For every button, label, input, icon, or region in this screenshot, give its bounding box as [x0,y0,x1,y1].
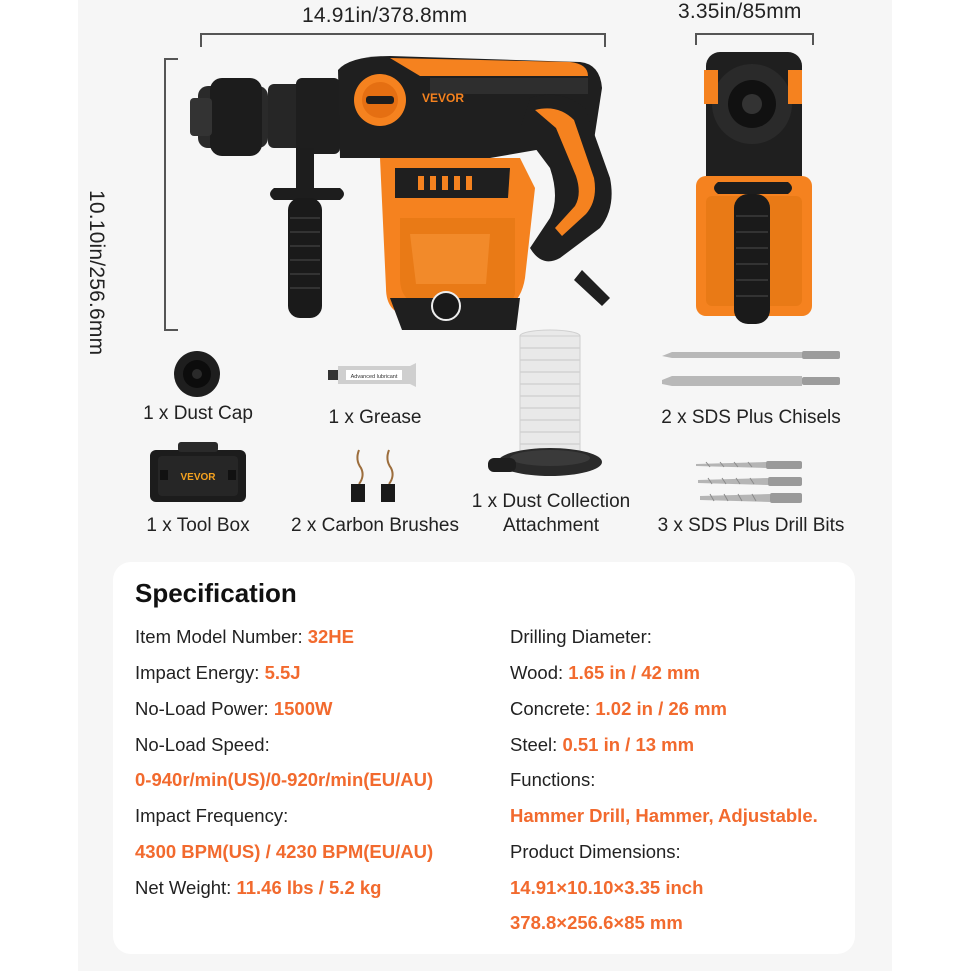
tool-box-brand-text: VEVOR [180,472,216,483]
length-dimension-label: 14.91in/378.8mm [302,4,468,27]
spec-product-dimensions-inch: 14.91×10.10×3.35 inch [510,877,704,898]
spec-product-dimensions-mm: 378.8×256.6×85 mm [510,912,683,933]
spec-drilling-diameter-label: Drilling Diameter: [510,626,652,647]
height-dimension-tick-bottom [164,329,178,331]
spec-steel-label: Steel: [510,734,563,755]
spec-weight-value: 11.46 lbs / 5.2 kg [236,877,382,898]
tool-box-image [148,440,248,504]
spec-power-row [135,698,332,720]
spec-model-row [135,626,354,648]
height-dimension-label: 10.10in/256.6mm [85,190,108,356]
spec-power-label: No-Load Power: [135,698,274,719]
spec-weight-row [135,877,381,899]
height-dimension-line [164,58,166,330]
chisels-label: 2 x SDS Plus Chisels [661,407,841,428]
width-dimension-line [695,33,813,35]
spec-frequency-label: Impact Frequency: [135,805,289,826]
tool-box-label: 1 x Tool Box [146,515,250,536]
spec-concrete-value: 1.02 in / 26 mm [595,698,727,719]
chisels-image [662,348,842,392]
length-dimension-tick-right [604,33,606,47]
grease-tube-image [328,362,418,388]
spec-frequency-value: 4300 BPM(US) / 4230 BPM(EU/AU) [135,841,434,862]
spec-energy-label: Impact Energy: [135,662,265,683]
grease-tube-text: Advanced lubricant [350,374,398,380]
spec-product-dimensions-label: Product Dimensions: [510,841,681,862]
drill-bits-label: 3 x SDS Plus Drill Bits [657,515,845,536]
dust-cap-label: 1 x Dust Cap [143,403,253,424]
specification-card [113,562,855,954]
spec-speed-label: No-Load Speed: [135,734,270,755]
dust-cap-image [173,350,221,398]
width-dimension-tick-left [695,33,697,45]
spec-weight-label: Net Weight: [135,877,237,898]
width-dimension-label: 3.35in/85mm [678,0,802,23]
spec-model-label: Item Model Number: [135,626,308,647]
dust-collection-label-line2: Attachment [502,515,600,536]
spec-energy-value: 5.5J [264,662,301,683]
spec-functions-value: Hammer Drill, Hammer, Adjustable. [510,805,818,826]
length-dimension-tick-left [200,33,202,47]
spec-wood-row [510,662,700,684]
height-dimension-tick-top [164,58,178,60]
spec-functions-label: Functions: [510,769,596,790]
spec-concrete-row [510,698,727,720]
spec-power-value: 1500W [273,698,333,719]
rotary-hammer-front-image [692,46,817,331]
carbon-brushes-label: 2 x Carbon Brushes [291,515,459,536]
tool-brand-text: VEVOR [422,91,465,105]
rotary-hammer-side-image [190,48,620,338]
spec-steel-row [510,734,694,756]
length-dimension-line [200,33,605,35]
spec-wood-label: Wood: [510,662,569,683]
spec-steel-value: 0.51 in / 13 mm [562,734,695,755]
spec-speed-value: 0-940r/min(US)/0-920r/min(EU/AU) [135,769,434,790]
carbon-brushes-image [345,448,405,504]
grease-label: 1 x Grease [328,407,422,428]
spec-concrete-label: Concrete: [510,698,596,719]
spec-energy-row [135,662,301,684]
spec-model-value: 32HE [307,626,355,647]
dust-collection-image [488,328,612,486]
drill-bits-image [696,458,806,506]
width-dimension-tick-right [812,33,814,45]
spec-wood-value: 1.65 in / 42 mm [568,662,700,683]
dust-collection-label-line1: 1 x Dust Collection [471,491,631,512]
specification-title: Specification [135,578,297,608]
